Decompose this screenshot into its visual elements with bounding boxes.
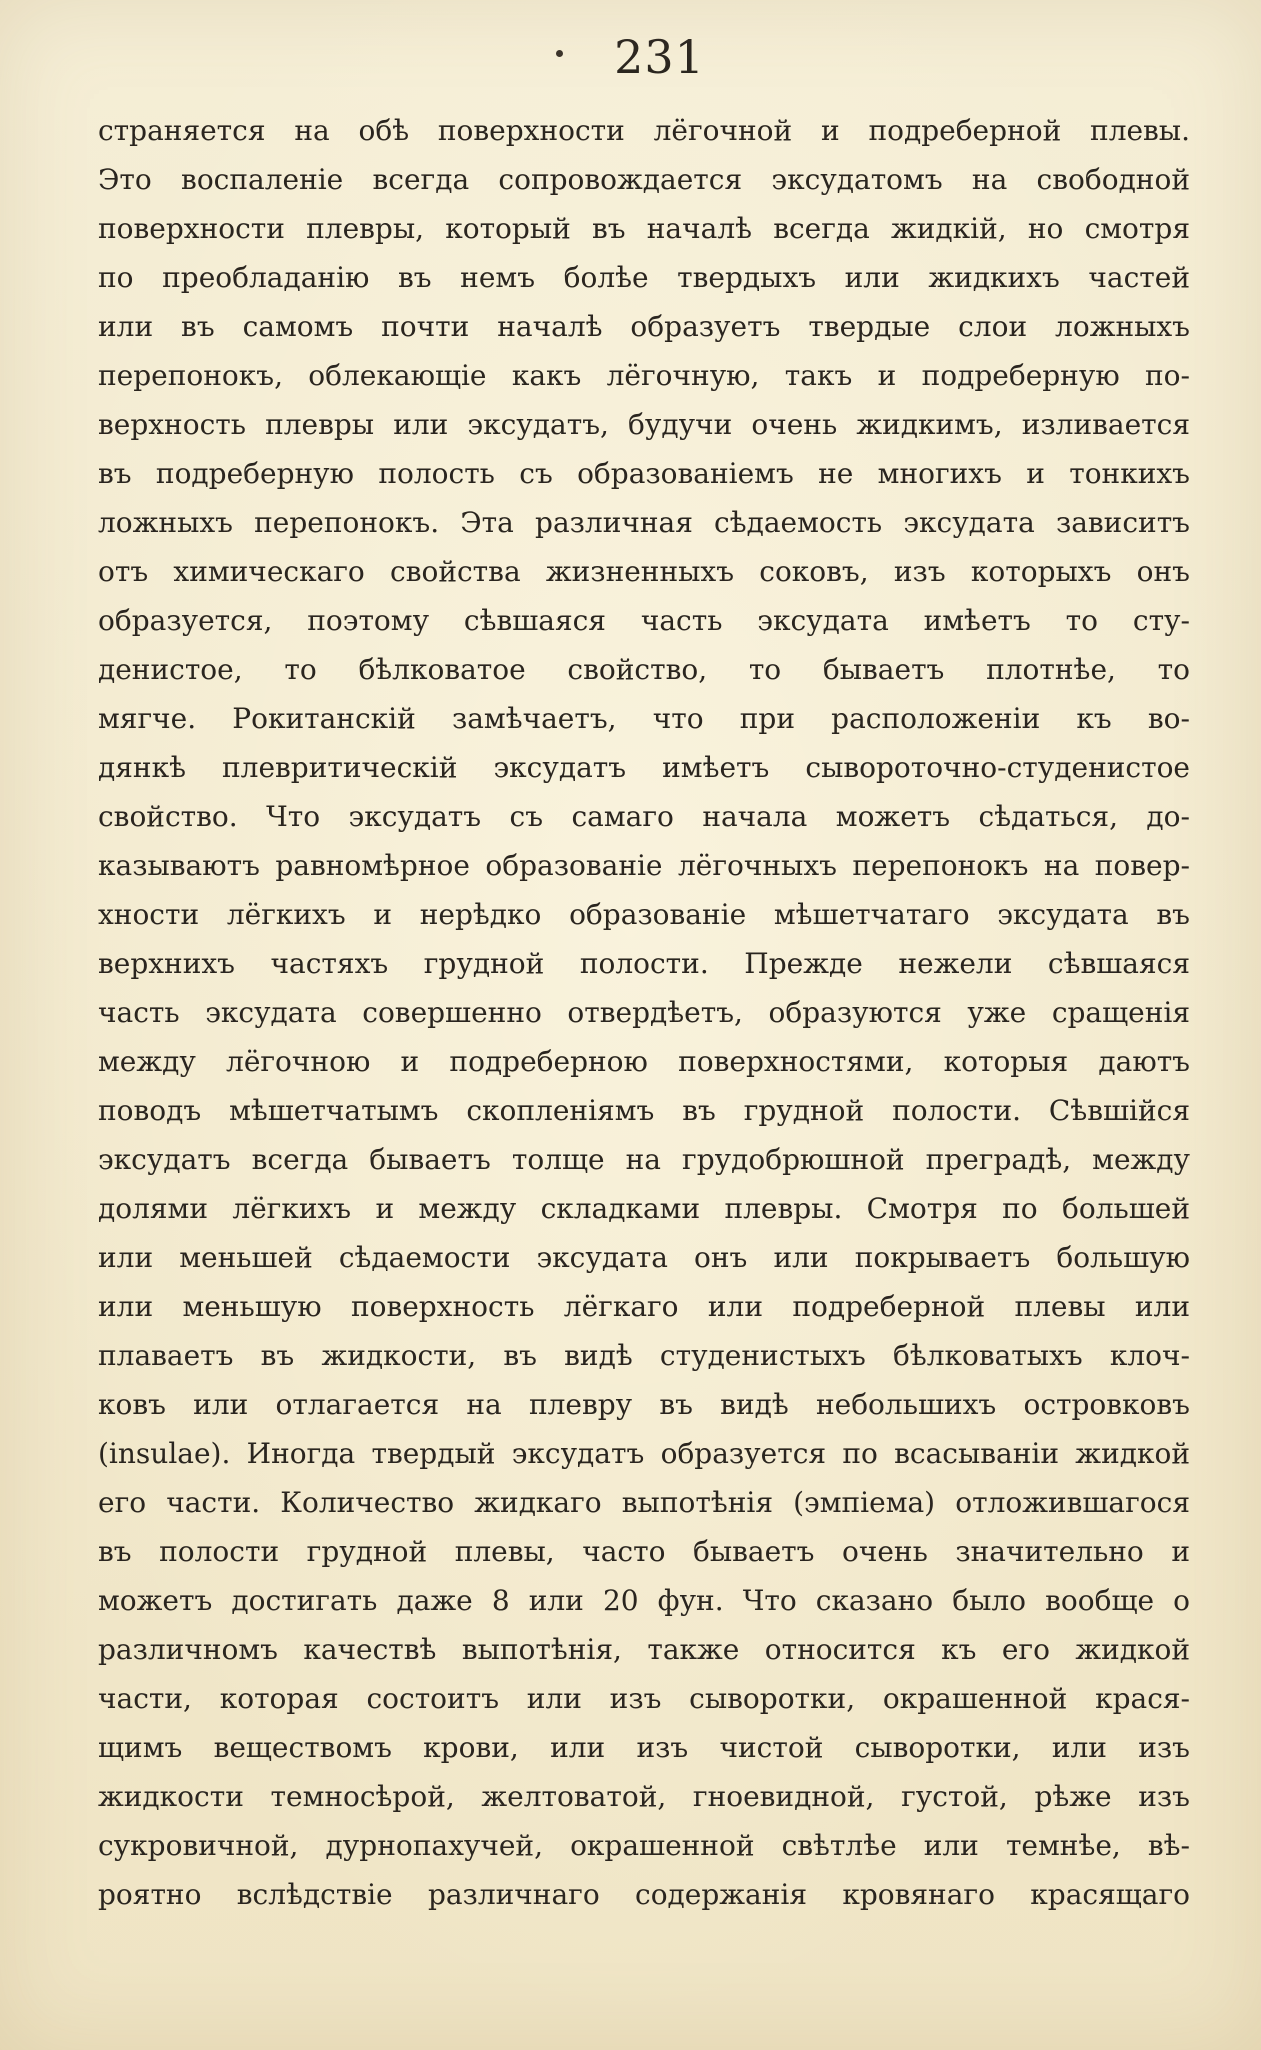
text-line: поводъ мѣшетчатымъ скопленіямъ въ грудной полости. Сѣвшійся xyxy=(98,1094,1190,1127)
text-line: сукровичной, дурнопахучей, окрашенной свѣтлѣе или темнѣе, вѣ- xyxy=(98,1829,1190,1862)
text-line: по преобладанію въ немъ болѣе твердыхъ или жидкихъ частей xyxy=(98,261,1190,294)
text-line: поверхности плевры, который въ началѣ всегда жидкій, но смотря xyxy=(98,212,1190,245)
text-line: перепонокъ, облекающіе какъ лёгочную, такъ и подреберную по- xyxy=(98,359,1190,392)
text-line: можетъ достигать даже 8 или 20 фун. Что сказано было вообще о xyxy=(98,1584,1190,1617)
body-text xyxy=(98,106,1190,1919)
text-line: верхность плевры или эксудатъ, будучи очень жидкимъ, изливается xyxy=(98,408,1190,441)
page-header xyxy=(0,22,1261,92)
text-line: денистое, то бѣлковатое свойство, то бываетъ плотнѣе, то xyxy=(98,653,1190,686)
text-line: жидкости темносѣрой, желтоватой, гноевидной, густой, рѣже изъ xyxy=(98,1780,1190,1813)
text-line: плаваетъ въ жидкости, въ видѣ студенистыхъ бѣлковатыхъ клоч- xyxy=(98,1339,1190,1372)
text-line: образуется, поэтому сѣвшаяся часть эксудата имѣетъ то сту- xyxy=(98,604,1190,637)
text-line: щимъ веществомъ крови, или изъ чистой сыворотки, или изъ xyxy=(98,1731,1190,1764)
text-line: Это воспаленіе всегда сопровождается эксудатомъ на свободной xyxy=(98,163,1190,196)
text-line: или меньшую поверхность лёгкаго или подреберной плевы или xyxy=(98,1290,1190,1323)
dot-ornament-icon xyxy=(556,50,563,57)
text-line: долями лёгкихъ и между складками плевры. Смотря по большей xyxy=(98,1192,1190,1225)
text-line: части, которая состоитъ или изъ сыворотки, окрашенной крася- xyxy=(98,1682,1190,1715)
text-line: свойство. Что эксудатъ съ самаго начала можетъ сѣдаться, до- xyxy=(98,800,1190,833)
text-line: часть эксудата совершенно отвердѣетъ, образуются уже сращенія xyxy=(98,996,1190,1029)
page-number: 231 xyxy=(614,30,705,84)
text-line: дянкѣ плевритическій эксудатъ имѣетъ сывороточно-студенистое xyxy=(98,751,1190,784)
text-line: хности лёгкихъ и нерѣдко образованіе мѣшетчатаго эксудата въ xyxy=(98,898,1190,931)
text-line: или въ самомъ почти началѣ образуетъ твердые слои ложныхъ xyxy=(98,310,1190,343)
text-line: страняется на обѣ поверхности лёгочной и подреберной плевы. xyxy=(98,114,1190,147)
text-line: казываютъ равномѣрное образованіе лёгочныхъ перепонокъ на повер- xyxy=(98,849,1190,882)
text-line: въ полости грудной плевы, часто бываетъ очень значительно и xyxy=(98,1535,1190,1568)
text-line: или меньшей сѣдаемости эксудата онъ или покрываетъ большую xyxy=(98,1241,1190,1274)
text-line: ковъ или отлагается на плевру въ видѣ небольшихъ островковъ xyxy=(98,1388,1190,1421)
text-line: различномъ качествѣ выпотѣнія, также относится къ его жидкой xyxy=(98,1633,1190,1666)
text-line: верхнихъ частяхъ грудной полости. Прежде нежели сѣвшаяся xyxy=(98,947,1190,980)
text-line: отъ химическаго свойства жизненныхъ соковъ, изъ которыхъ онъ xyxy=(98,555,1190,588)
text-line: ложныхъ перепонокъ. Эта различная сѣдаемость эксудата зависитъ xyxy=(98,506,1190,539)
text-line: (insulae). Иногда твердый эксудатъ образуется по всасываніи жидкой xyxy=(98,1437,1190,1470)
text-line: эксудатъ всегда бываетъ толще на грудобрюшной преградѣ, между xyxy=(98,1143,1190,1176)
text-line: роятно вслѣдствіе различнаго содержанія кровянаго красящаго xyxy=(98,1878,1190,1911)
text-line: мягче. Рокитанскій замѣчаетъ, что при расположеніи къ во- xyxy=(98,702,1190,735)
text-line: въ подреберную полость съ образованіемъ не многихъ и тонкихъ xyxy=(98,457,1190,490)
text-line: между лёгочною и подреберною поверхностями, которыя даютъ xyxy=(98,1045,1190,1078)
text-line: его части. Количество жидкаго выпотѣнія (эмпіема) отложившагося xyxy=(98,1486,1190,1519)
